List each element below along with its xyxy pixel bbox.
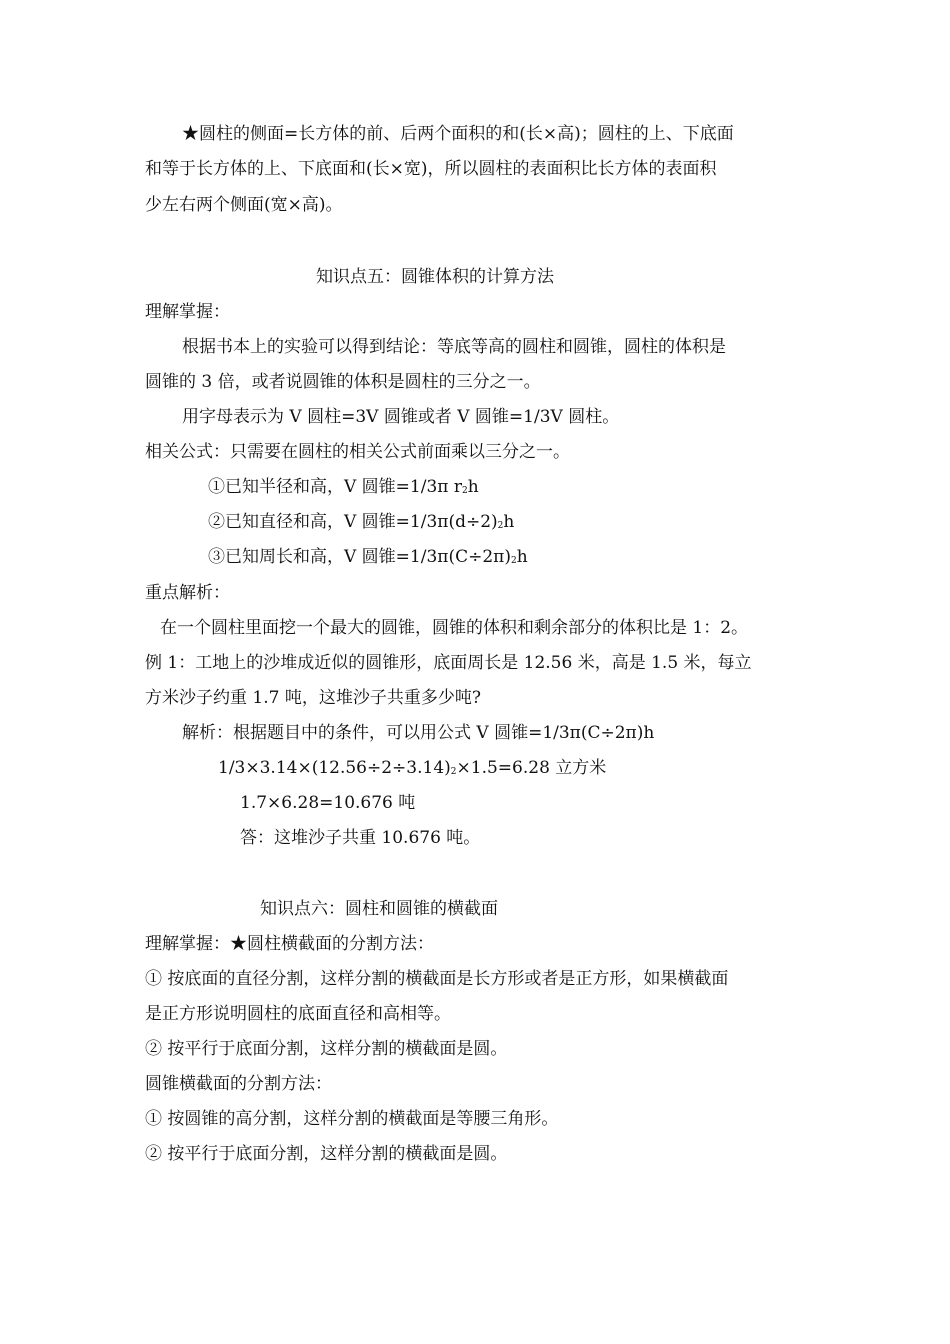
formula-text: h (516, 547, 528, 567)
superscript: 2 (450, 767, 457, 777)
formula-text: ①已知半径和高，V 圆锥=1/3π r (208, 477, 462, 497)
formula-text: ③已知周长和高，V 圆锥=1/3π(C÷2π) (208, 547, 511, 567)
formula-item (208, 476, 479, 498)
formula-text: h (503, 512, 515, 532)
superscript: 2 (510, 556, 517, 566)
paragraph-line: 理解掌握：★圆柱横截面的分割方法： (145, 934, 434, 954)
paragraph-line: 和等于长方体的上、下底面和(长×宽)，所以圆柱的表面积比长方体的表面积 (145, 159, 717, 179)
paragraph-line: 少左右两个侧面(宽×高)。 (145, 195, 343, 215)
analysis-line: 解析：根据题目中的条件，可以用公式 V 圆锥=1/3π(C÷2π)h (182, 723, 655, 743)
list-item: ② 按平行于底面分割，这样分割的横截面是圆。 (145, 1039, 508, 1059)
paragraph-line: 圆锥的 3 倍，或者说圆锥的体积是圆柱的三分之一。 (145, 372, 541, 392)
paragraph-line: 圆锥横截面的分割方法： (145, 1074, 332, 1094)
superscript: 2 (497, 521, 504, 531)
paragraph-line: 根据书本上的实验可以得到结论：等底等高的圆柱和圆锥，圆柱的体积是 (182, 337, 726, 357)
list-item-continuation: 是正方形说明圆柱的底面直径和高相等。 (145, 1004, 451, 1024)
section-heading: 知识点六：圆柱和圆锥的横截面 (260, 899, 498, 919)
formula-text: h (467, 477, 479, 497)
paragraph-line: ★圆柱的侧面=长方体的前、后两个面积的和(长×高)；圆柱的上、下底面 (182, 124, 734, 144)
answer-line: 答：这堆沙子共重 10.676 吨。 (240, 828, 481, 848)
label-understand: 理解掌握： (145, 302, 230, 322)
formula-item (208, 511, 514, 533)
calc-text: 1/3×3.14×(12.56÷2÷3.14) (218, 758, 451, 778)
superscript: 2 (462, 486, 468, 496)
label-key-analysis: 重点解析： (145, 583, 230, 603)
formula-item (208, 546, 528, 568)
list-item: ① 按圆锥的高分割，这样分割的横截面是等腰三角形。 (145, 1109, 559, 1129)
example-line: 例 1：工地上的沙堆成近似的圆锥形，底面周长是 12.56 米，高是 1.5 米，每立 (145, 653, 752, 673)
paragraph-line: 用字母表示为 V 圆柱=3V 圆锥或者 V 圆锥=1/3V 圆柱。 (182, 407, 620, 427)
list-item: ① 按底面的直径分割，这样分割的横截面是长方形或者是正方形，如果横截面 (145, 969, 729, 989)
section-heading: 知识点五：圆锥体积的计算方法 (316, 267, 554, 287)
calculation-line (218, 757, 606, 779)
paragraph-line: 在一个圆柱里面挖一个最大的圆锥，圆锥的体积和剩余部分的体积比是 1：2。 (160, 618, 749, 638)
list-item: ② 按平行于底面分割，这样分割的横截面是圆。 (145, 1144, 508, 1164)
formula-text: ②已知直径和高，V 圆锥=1/3π(d÷2) (208, 512, 498, 532)
calculation-line: 1.7×6.28=10.676 吨 (240, 793, 416, 813)
example-line: 方米沙子约重 1.7 吨，这堆沙子共重多少吨? (145, 688, 481, 708)
formula-intro: 相关公式：只需要在圆柱的相关公式前面乘以三分之一。 (145, 442, 570, 462)
calc-text: ×1.5=6.28 立方米 (456, 758, 607, 778)
